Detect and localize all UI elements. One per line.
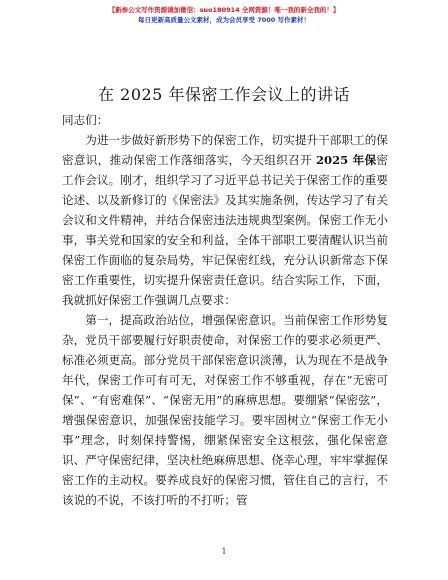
greeting: 同志们： (62, 113, 109, 127)
paragraph-1 (62, 130, 388, 310)
paragraph-2: 第一，提高政治站位，增强保密意识。当前保密工作形势复杂，党员干部要履行好职责使命，对保密工作的要求必须更严、标准必须更高。部分党员干部保密意识淡薄，认为现在不是战争年代，保密工作可有可无，对保密工作不够重视，存在“无密可保”、“有密难保”、“保密无用”的麻痹思想。要绷紧“保密弦”，增强保密意识，加强保密技能学习。要牢固树立“保密工作无小事”理念，时刻保持警惕，绷紧保密安全这根弦，强化保密意识、严守保密纪律，坚决杜绝麻痹思想、侥幸心理，牢牢掌握保密工作的主动权。要养成良好的保密习惯，管住自己的言行，不该说的不说，不该打听的不打听；管 (62, 313, 388, 507)
document-title: 在 2025 年保密工作会议上的讲话 (98, 85, 350, 104)
paragraph-1-part-b: 密工作会议。刚才，组织学习了习近平总书记关于保密工作的重要论述、以及新修订的《保密法》及其实施条例，传达学习了有关会议和文件精神，并结合保密违法违规典型案例。保密工作无小事，事关党和国家的安全和利益，全体干部职工要清醒认识当前保密工作面临的复杂局势，牢记保密红线，充分认识新常态下保密工作重要性，切实提升保密责任意识。结合实际工作，下面，我就抓好保密工作强调几点要求： (62, 153, 388, 307)
page-number: 1 (221, 547, 227, 556)
document-body (62, 110, 388, 510)
paragraph-1-bold: 2025 年保 (315, 153, 377, 167)
promo-banner-line1: 【新参公文写作资源请加微信：suo180914 全网资源！唯一我的新全我的！】 (108, 6, 340, 14)
paragraph-1-part-a: 为进一步做好新形势下的保密工作，切实提升干部职工的保密意识，推动保密工作落细落实，今天组织召开 (62, 133, 388, 167)
promo-banner-line2: 每日更新高质量公文素材，成为会员享受 7000 写作素材！ (137, 15, 311, 24)
promo-banner (0, 6, 448, 25)
